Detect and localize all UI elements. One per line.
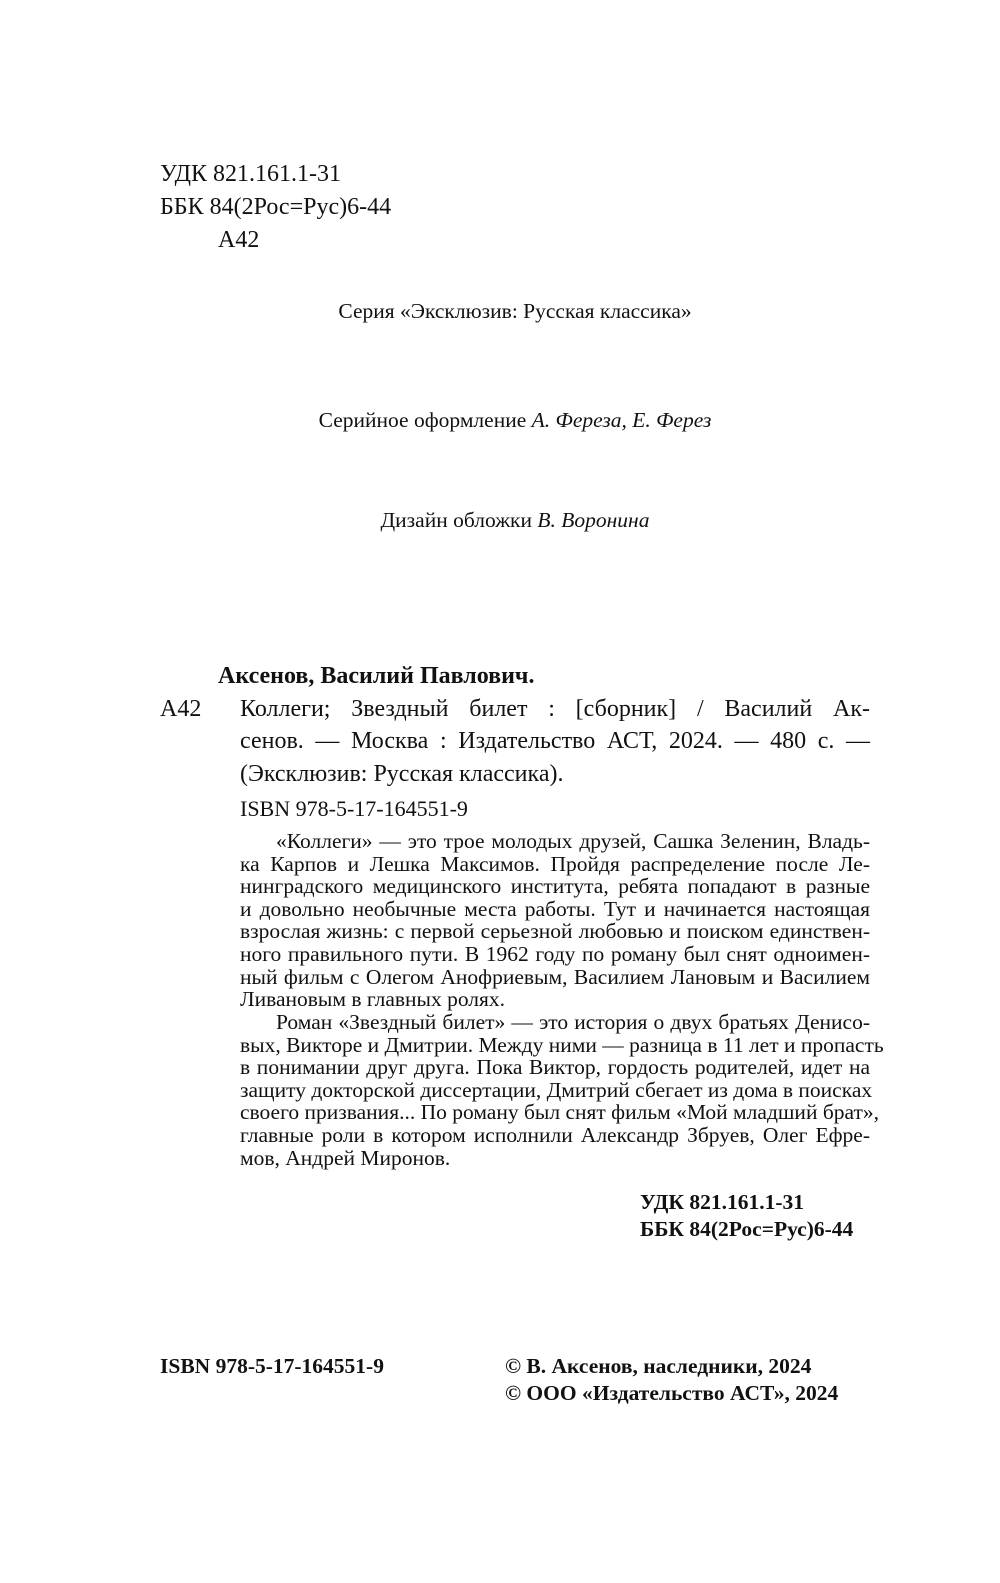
text-line: нинградского медицинского института, ребята попадают в разные (240, 874, 870, 899)
bib-line: (Эксклюзив: Русская классика). (240, 760, 564, 787)
entry-udk: УДК 821.161.1-31 (640, 1190, 805, 1214)
copyright-publisher: © ООО «Издательство АСТ», 2024 (505, 1381, 839, 1405)
text-line: защиту докторской диссертации, Дмитрий сбегает из дома в поисках (240, 1077, 873, 1102)
annotation-paragraph-2 (240, 1010, 884, 1170)
footer-isbn: ISBN 978-5-17-164551-9 (160, 1354, 384, 1378)
design-credit (0, 406, 1000, 434)
text-line: в понимании друг друга. Пока Виктор, гордость родителей, идет на (240, 1055, 870, 1080)
entry-code: А42 (160, 696, 202, 722)
series-line: Серия «Эксклюзив: Русская классика» (338, 299, 692, 323)
cover-credit (0, 506, 1000, 534)
text-line: своего призвания... По роману был снят фильм «Мой младший брат», (240, 1100, 880, 1125)
entry-bbk: ББК 84(2Рос=Рус)6-44 (640, 1217, 854, 1241)
text-line: мов, Андрей Миронов. (240, 1145, 451, 1170)
design-names: А. Фереза, Е. Ферез (531, 408, 712, 432)
bib-line: Коллеги; Звездный билет : [сборник] / Василий Ак- (240, 696, 870, 722)
text-line: Ливановым в главных ролях. (240, 987, 506, 1012)
header-udk: УДК 821.161.1-31 (160, 161, 341, 187)
text-line: ка Карпов и Лешка Максимов. Пройдя распределение после Ле- (240, 851, 870, 876)
text-line: «Коллеги» — это трое молодых друзей, Сашка Зеленин, Владь- (276, 829, 870, 853)
copyright-author: © В. Аксенов, наследники, 2024 (505, 1354, 812, 1378)
text-line: ный фильм с Олегом Анофриевым, Василием Лановым и Василием (240, 964, 870, 989)
bib-line: сенов. — Москва : Издательство АСТ, 2024. — 480 с. — (240, 728, 870, 755)
design-label: Серийное оформление (318, 408, 527, 432)
entry-author: Аксенов, Василий Павлович. (218, 663, 535, 689)
bibliographic-description (240, 693, 870, 790)
text-line: взрослая жизнь: с первой серьезной любовью и поиском единствен- (240, 919, 870, 944)
text-line: вых, Викторе и Дмитрии. Между ними — разница в 11 лет и пропасть (240, 1032, 884, 1057)
entry-isbn: ISBN 978-5-17-164551-9 (240, 796, 468, 821)
cover-names: В. Воронина (537, 508, 650, 532)
text-line: главные роли в котором исполнили Александр Збруев, Олег Ефре- (240, 1122, 870, 1147)
cover-label: Дизайн обложки (380, 508, 532, 532)
text-line: ного правильного пути. В 1962 году по роману был снят одноимен- (240, 941, 870, 966)
header-bbk: ББК 84(2Рос=Рус)6-44 (160, 194, 392, 220)
header-code: А42 (218, 227, 260, 253)
text-line: Роман «Звездный билет» — это история о двух братьях Денисо- (276, 1010, 870, 1034)
annotation-paragraph-1 (240, 830, 870, 1011)
text-line: и довольно необычные места работы. Тут и начинается настоящая (240, 896, 870, 921)
